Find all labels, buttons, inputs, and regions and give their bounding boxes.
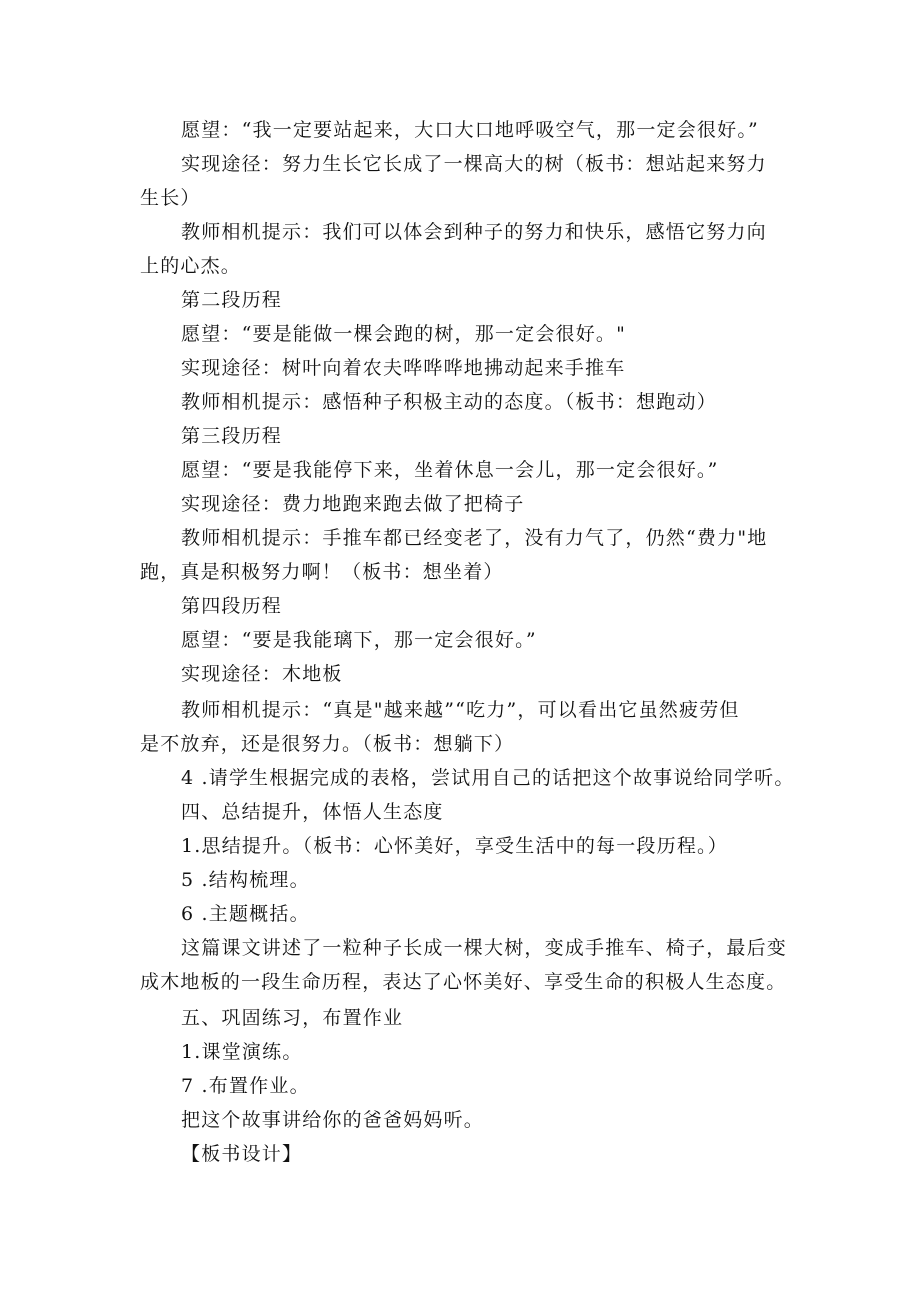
path-line-2: 实现途径：树叶向着农夫哗哗哗地拂动起来手推车 [181,357,626,379]
path-line-4: 实现途径：木地板 [181,663,343,685]
path-line-1: 实现途径：努力生长它长成了一棵高大的树（板书：想站起来努力 [181,153,767,175]
section-heading-4: 第四段历程 [181,595,283,617]
section-heading-2: 第二段历程 [181,289,283,311]
homework-line: 把这个故事讲给你的爸爸妈妈听。 [181,1109,485,1131]
section-heading-summary: 四、总结提升，体悟人生态度 [181,801,444,823]
summary-step-1: 1.思结提升。（板书：心怀美好，享受生活中的每一段历程。） [181,835,728,857]
wish-line-4: 愿望：“要是我能璃下，那一定会很好。” [181,629,537,651]
wish-line-2: 愿望：“要是能做一棵会跑的树，那一定会很好。" [181,323,627,345]
wish-line-3: 愿望：“要是我能停下来，坐着休息一会儿，那一定会很好。” [181,459,719,481]
step-4-retell: 4 .请学生根据完成的表格，尝试用自己的话把这个故事说给同学听。 [181,767,795,789]
path-line-3: 实现途径：费力地跑来跑去做了把椅子 [181,493,525,515]
summary-step-5: 5 .结构梳理。 [181,869,310,891]
teacher-tip-3-cont: 跑，真是积极努力啊！（板书：想坐着） [140,561,504,583]
summary-step-6: 6 .主题概括。 [181,903,310,925]
practice-step-7: 7 .布置作业。 [181,1075,310,1097]
teacher-tip-3: 教师相机提示：手推车都已经变老了，没有力气了，仍然“费力"地 [181,527,768,549]
section-heading-practice: 五、巩固练习，布置作业 [181,1007,404,1029]
wish-line-1: 愿望：“我一定要站起来，大口大口地呼吸空气，那一定会很好。” [181,119,759,141]
teacher-tip-4: 教师相机提示：“真是"越来越”“吃力”，可以看出它虽然疲劳但 [181,699,740,721]
board-design-heading: 【板书设计】 [181,1143,303,1165]
practice-step-1: 1.课堂演练。 [181,1041,303,1063]
section-heading-3: 第三段历程 [181,425,283,447]
teacher-tip-1-cont: 上的心杰。 [140,255,242,277]
teacher-tip-1: 教师相机提示：我们可以体会到种子的努力和快乐，感悟它努力向 [181,221,767,243]
theme-paragraph: 这篇课文讲述了一粒种子长成一棵大树，变成手推车、椅子，最后变 [181,937,788,959]
path-line-1-cont: 生长） [140,187,201,209]
theme-paragraph-cont: 成木地板的一段生命历程，表达了心怀美好、享受生命的积极人生态度。 [140,971,787,993]
teacher-tip-4-cont: 是不放弃，还是很努力。（板书：想躺下） [140,733,515,755]
teacher-tip-2: 教师相机提示：感悟种子积极主动的态度。（板书：想跑动） [181,391,717,413]
